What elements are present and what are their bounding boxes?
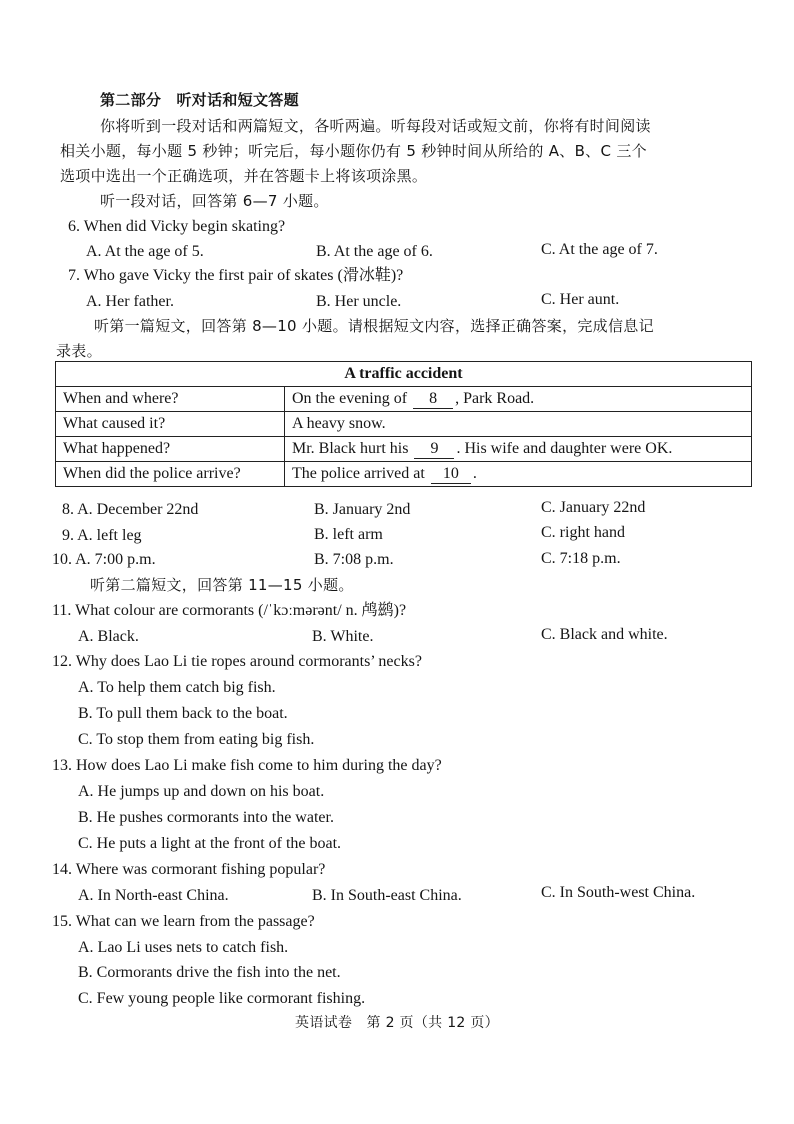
q10-option-b: B. 7:08 p.m. (314, 551, 394, 568)
question-15: 15. What can we learn from the passage? (52, 913, 315, 930)
q14-option-c: C. In South-west China. (541, 884, 696, 901)
q11-option-a: A. Black. (78, 628, 139, 645)
table-row-label: What happened? (56, 437, 285, 462)
row-text-pre: The police arrived at (292, 465, 425, 482)
q8-option-a: 8. A. December 22nd (62, 501, 199, 518)
page-footer: 英语试卷 第 2 页（共 12 页） (295, 1015, 499, 1031)
q9-option-c: C. right hand (541, 524, 625, 541)
q9-option-b: B. left arm (314, 526, 383, 543)
answer-blank-9: 9 (414, 440, 454, 459)
table-row-label: What caused it? (56, 412, 285, 437)
q12-option-b: B. To pull them back to the boat. (78, 705, 288, 722)
row-text-post: . His wife and daughter were OK. (456, 440, 673, 457)
table-row-label: When did the police arrive? (56, 462, 285, 487)
q6-option-b: B. At the age of 6. (316, 243, 433, 260)
section-title: 第二部分 听对话和短文答题 (100, 91, 299, 109)
table-row-content (285, 462, 752, 487)
q7-option-b: B. Her uncle. (316, 293, 402, 310)
traffic-accident-table (55, 361, 752, 487)
q8-option-c: C. January 22nd (541, 499, 646, 516)
row-text-pre: On the evening of (292, 390, 408, 407)
q13-option-b: B. He pushes cormorants into the water. (78, 809, 334, 826)
q14-option-b: B. In South-east China. (312, 887, 462, 904)
table-row-content (285, 387, 752, 412)
q13-option-a: A. He jumps up and down on his boat. (78, 783, 325, 800)
table-row (56, 437, 752, 462)
table-row-content (285, 437, 752, 462)
question-6: 6. When did Vicky begin skating? (68, 218, 286, 235)
instruction-line-3: 选项中选出一个正确选项，并在答题卡上将该项涂黑。 (60, 167, 428, 185)
question-13: 13. How does Lao Li make fish come to him during the day? (52, 757, 442, 774)
question-11: 11. What colour are cormorants (/ˈkɔːmərənt/ n. 鸬鹚)? (52, 602, 407, 619)
answer-blank-8: 8 (413, 390, 453, 409)
q9-option-a: 9. A. left leg (62, 527, 142, 544)
passage1-heading-line-2: 录表。 (56, 342, 102, 360)
dialogue-heading: 听一段对话，回答第 6—7 小题。 (100, 192, 329, 210)
table-title: A traffic accident (56, 362, 752, 387)
q6-option-c: C. At the age of 7. (541, 241, 658, 258)
passage2-heading: 听第二篇短文，回答第 11—15 小题。 (90, 576, 354, 594)
q8-option-b: B. January 2nd (314, 501, 411, 518)
q11-option-c: C. Black and white. (541, 626, 668, 643)
row-text-pre: Mr. Black hurt his (292, 440, 409, 457)
question-7: 7. Who gave Vicky the first pair of skates (滑冰鞋)? (68, 267, 404, 284)
q13-option-c: C. He puts a light at the front of the boat. (78, 835, 342, 852)
q15-option-a: A. Lao Li uses nets to catch fish. (78, 939, 289, 956)
row-text-post: . (472, 465, 477, 482)
table-row-content: A heavy snow. (285, 412, 752, 437)
q12-option-a: A. To help them catch big fish. (78, 679, 276, 696)
answer-blank-10: 10 (431, 465, 471, 484)
question-14: 14. Where was cormorant fishing popular? (52, 861, 326, 878)
q6-option-a: A. At the age of 5. (86, 243, 204, 260)
q11-option-b: B. White. (312, 628, 374, 645)
q12-option-c: C. To stop them from eating big fish. (78, 731, 315, 748)
q10-option-c: C. 7:18 p.m. (541, 550, 621, 567)
instruction-line-1: 你将听到一段对话和两篇短文，各听两遍。听每段对话或短文前，你将有时间阅读 (100, 117, 651, 135)
passage1-heading-line-1: 听第一篇短文，回答第 8—10 小题。请根据短文内容，选择正确答案，完成信息记 (94, 317, 654, 335)
q15-option-b: B. Cormorants drive the fish into the net. (78, 964, 341, 981)
table-row-label: When and where? (56, 387, 285, 412)
q15-option-c: C. Few young people like cormorant fishing. (78, 990, 366, 1007)
instruction-line-2: 相关小题，每小题 5 秒钟；听完后，每小题你仍有 5 秒钟时间从所给的 A、B、C 三个 (60, 142, 647, 160)
question-12: 12. Why does Lao Li tie ropes around cormorants’ necks? (52, 653, 422, 670)
table-row (56, 462, 752, 487)
q7-option-a: A. Her father. (86, 293, 174, 310)
q10-option-a: 10. A. 7:00 p.m. (52, 551, 156, 568)
row-text-post: , Park Road. (455, 390, 535, 407)
q14-option-a: A. In North-east China. (78, 887, 229, 904)
table-title-row (56, 362, 752, 387)
q7-option-c: C. Her aunt. (541, 291, 620, 308)
table-row (56, 412, 752, 437)
table-row (56, 387, 752, 412)
